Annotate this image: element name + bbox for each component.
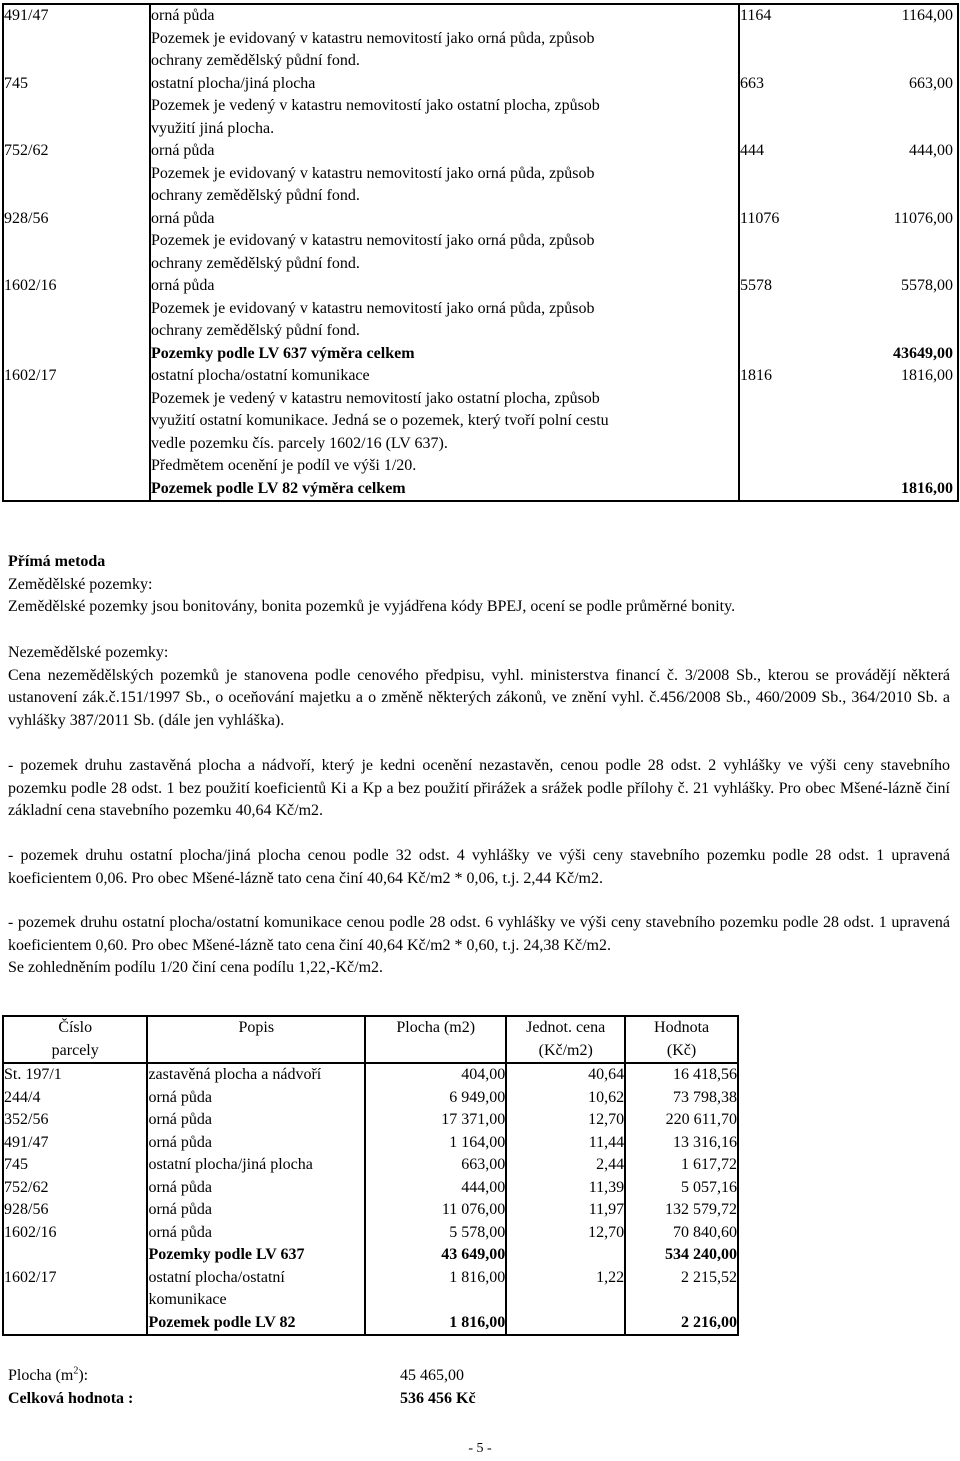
spacer	[740, 28, 957, 51]
header-text: (Kč)	[666, 1041, 697, 1059]
header-price	[506, 1016, 625, 1063]
parcel-value: 13 316,16	[673, 1133, 737, 1151]
agri-text: Zemědělské pozemky jsou bonitovány, bonita pozemků je vyjádřena kódy BPEJ, ocení se podle průměrné bonity.	[8, 598, 736, 615]
spacer	[740, 433, 957, 456]
area-value: 1816	[740, 367, 772, 384]
subtotal-label: Pozemky podle LV 637	[148, 1246, 305, 1263]
area-row	[740, 365, 957, 388]
subtotal-value: 1816,00	[901, 479, 953, 497]
description-line: Pozemek je evidovaný v katastru nemovitostí jako orná půda, způsob	[151, 164, 595, 182]
paragraph-share: Se zohledněním podílu 1/20 činí cena podílu 1,22,-Kč/m2.	[8, 959, 384, 976]
header-text: Jednot. cena	[526, 1019, 606, 1036]
unit-price: 12,70	[588, 1111, 625, 1128]
table-row	[3, 4, 958, 501]
area-value: 11 076,00	[441, 1201, 506, 1218]
unit-price: 10,62	[588, 1088, 625, 1106]
spacer	[4, 163, 149, 186]
parcel-number: 1602/16	[4, 277, 57, 294]
subtotal-value: 534 240,00	[665, 1246, 737, 1263]
area-value: 404,00	[461, 1066, 506, 1083]
spacer	[4, 1312, 146, 1335]
spacer	[740, 230, 957, 253]
header-parcel	[3, 1016, 147, 1063]
header-text: Popis	[238, 1019, 275, 1036]
spacer	[4, 320, 149, 343]
table-header-row	[3, 1016, 738, 1063]
spacer	[4, 230, 149, 253]
area-row	[740, 5, 957, 28]
spacer	[507, 1312, 624, 1335]
land-type: ostatní plocha/ostatní	[148, 1268, 285, 1286]
subtotal-area: 1 816,00	[449, 1313, 506, 1331]
spacer	[366, 1289, 505, 1312]
method-section	[8, 551, 950, 619]
nonagri-title: Nezemědělské pozemky:	[8, 644, 169, 661]
spacer	[4, 388, 149, 411]
subtotal-value: 43649,00	[893, 344, 953, 362]
area-value: 663	[740, 74, 764, 92]
spacer	[4, 478, 149, 501]
spacer	[4, 28, 149, 51]
parcel-number: 491/47	[4, 7, 49, 24]
parcel-value: 132 579,72	[665, 1201, 737, 1218]
description-line: Pozemek je evidovaný v katastru nemovitostí jako orná půda, způsob	[151, 232, 595, 249]
parcel-number: 752/62	[4, 142, 49, 159]
land-type: orná půda	[148, 1178, 212, 1196]
description-line: ochrany zemědělský půdní fond.	[151, 322, 360, 339]
header-text: (Kč/m2)	[538, 1041, 593, 1059]
parcel-number: 745	[4, 1156, 28, 1173]
parcel-value: 70 840,60	[673, 1223, 737, 1241]
area-row	[740, 73, 957, 96]
area-label: Plocha (m	[8, 1367, 74, 1384]
parcel-number: 244/4	[4, 1088, 41, 1106]
land-type: orná půda	[148, 1133, 212, 1151]
total-value: 536 456 Kč	[400, 1389, 476, 1407]
summary	[8, 1365, 608, 1410]
description-line: vedle pozemku čís. parcely 1602/16 (LV 637).	[151, 434, 448, 452]
area-value: 1 164,00	[449, 1133, 506, 1151]
method-paragraph	[8, 755, 950, 823]
parcel-number: 752/62	[4, 1178, 49, 1196]
valuation-table	[2, 1015, 739, 1336]
agri-title: Zemědělské pozemky:	[8, 575, 153, 593]
method-paragraph	[8, 845, 950, 890]
spacer	[740, 455, 957, 478]
land-type: orná půda	[148, 1111, 212, 1128]
parcel-number: 928/56	[4, 1201, 49, 1218]
spacer	[4, 410, 149, 433]
header-text: parcely	[51, 1041, 99, 1059]
unit-price: 2,44	[596, 1156, 625, 1173]
area-value: 1 816,00	[449, 1268, 506, 1286]
land-type: ostatní plocha/jiná plocha	[151, 74, 316, 92]
total-value: 1164,00	[901, 7, 953, 24]
unit-price: 1,22	[596, 1268, 625, 1286]
spacer	[4, 298, 149, 321]
spacer	[740, 320, 957, 343]
header-text: Plocha (m2)	[396, 1019, 476, 1036]
area-row	[740, 275, 957, 298]
unit-price: 40,64	[588, 1066, 625, 1083]
spacer	[4, 50, 149, 73]
spacer	[4, 455, 149, 478]
description-line: Pozemek je evidovaný v katastru nemovitostí jako orná půda, způsob	[151, 299, 595, 317]
value-column	[625, 1063, 738, 1335]
area-row	[740, 140, 957, 163]
description-line: využití jiná plocha.	[151, 119, 275, 137]
method-heading: Přímá metoda	[8, 553, 106, 570]
area-value: 1164	[740, 7, 772, 24]
subtotal-row	[740, 343, 957, 366]
area-label-end: ):	[78, 1367, 89, 1384]
spacer	[507, 1289, 624, 1312]
area-column	[365, 1063, 506, 1335]
parcel-number: 491/47	[4, 1133, 49, 1151]
parcel-number: 1602/17	[4, 1268, 57, 1286]
parcel-number: 928/56	[4, 209, 49, 227]
parcel-value: 16 418,56	[673, 1066, 737, 1083]
land-type: orná půda	[151, 277, 215, 294]
parcel-number: 1602/17	[4, 367, 57, 384]
header-desc	[147, 1016, 365, 1063]
subtotal-value: 2 216,00	[681, 1313, 737, 1331]
land-type: orná půda	[151, 142, 215, 159]
subtotal-row	[740, 478, 957, 501]
description-line: Pozemek je evidovaný v katastru nemovitostí jako orná půda, způsob	[151, 29, 595, 47]
spacer	[4, 253, 149, 276]
method-paragraph	[8, 912, 950, 980]
parcel-number: St. 197/1	[4, 1066, 62, 1083]
spacer	[740, 253, 957, 276]
land-type: zastavěná plocha a nádvoří	[148, 1066, 322, 1083]
parcel-number: 745	[4, 74, 28, 92]
spacer	[740, 410, 957, 433]
table-body	[3, 1063, 738, 1335]
parcel-value: 1 617,72	[681, 1156, 737, 1173]
land-type: orná půda	[151, 7, 215, 24]
description-line: ochrany zemědělský půdní fond.	[151, 187, 360, 204]
description-line: Pozemek je vedený v katastru nemovitostí jako ostatní plocha, způsob	[151, 389, 600, 407]
total-value: 1816,00	[901, 367, 953, 384]
summary-total-row	[8, 1388, 608, 1411]
description-cell	[150, 4, 739, 501]
header-area	[365, 1016, 506, 1063]
total-label: Celková hodnota :	[8, 1389, 134, 1407]
description-line: Předmětem ocenění je podíl ve výši 1/20.	[151, 457, 417, 474]
paragraph-other-area: - pozemek druhu ostatní plocha/jiná plocha cenou podle 32 odst. 4 vyhlášky ve výši ceny stavebního pozemku podle 28 odst. 1 upravená koeficientem 0,06. Pro obec Mšené-lázně tato cena činí 40,64 Kč/m2 * 0,06, t.j. 2,44 Kč/m2.	[8, 847, 950, 887]
paragraph-road: - pozemek druhu ostatní plocha/ostatní komunikace cenou podle 28 odst. 6 vyhlášky ve výši ceny stavebního pozemku podle 28 odst. 1 upravená koeficientem 0,60. Pro obec Mšené-lázně tato cena činí 40,64 Kč/m2 * 0,60, t.j. 24,38 Kč/m2.	[8, 914, 950, 954]
land-type: orná půda	[151, 209, 215, 227]
parcel-value: 5 057,16	[681, 1178, 737, 1196]
spacer	[4, 118, 149, 141]
spacer	[507, 1244, 624, 1267]
parcel-number: 352/56	[4, 1111, 49, 1128]
area-row	[740, 208, 957, 231]
parcel-cell	[3, 4, 150, 501]
area-value: 6 949,00	[449, 1088, 506, 1106]
parcel-value: 73 798,38	[673, 1088, 737, 1106]
subtotal-label: Pozemek podle LV 82	[148, 1313, 296, 1331]
header-value	[625, 1016, 738, 1063]
description-line: využití ostatní komunikace. Jedná se o pozemek, který tvoří polní cestu	[151, 412, 609, 429]
subtotal-label: Pozemek podle LV 82 výměra celkem	[151, 479, 406, 497]
unit-price: 11,97	[588, 1201, 625, 1218]
spacer	[740, 118, 957, 141]
subtotal-label: Pozemky podle LV 637 výměra celkem	[151, 344, 415, 362]
parcel-value: 2 215,52	[681, 1268, 737, 1286]
header-text: Číslo	[58, 1019, 93, 1036]
spacer	[4, 1289, 146, 1312]
land-type: orná půda	[148, 1223, 212, 1241]
page-number: - 5 -	[468, 1441, 492, 1456]
nonagri-text: Cena nezemědělských pozemků je stanovena podle cenového předpisu, vyhl. ministerstva financí č. 3/2008 Sb., kterou se provádějí některá ustanovení zák.č.151/1997 Sb., o oceňování majetku a o změně některých zákonů, ve znění vyhl. č.456/2008 Sb., 460/2009 Sb., 364/2010 Sb. a vyhlášky 387/2011 Sb. (dále jen vyhláška).	[8, 666, 950, 729]
area-value: 444,00	[461, 1178, 506, 1196]
area-sup: 2	[73, 1365, 79, 1377]
spacer	[740, 388, 957, 411]
unit-price: 11,44	[588, 1133, 625, 1151]
area-value: 17 371,00	[441, 1111, 506, 1128]
spacer	[740, 185, 957, 208]
summary-area-row	[8, 1365, 608, 1388]
spacer	[740, 50, 957, 73]
spacer	[740, 163, 957, 186]
spacer	[4, 185, 149, 208]
desc-column	[147, 1063, 365, 1335]
unit-price: 12,70	[588, 1223, 625, 1241]
description-line: ochrany zemědělský půdní fond.	[151, 254, 360, 272]
spacer	[4, 1244, 146, 1267]
land-type: orná půda	[148, 1088, 212, 1106]
paragraph-built-up: - pozemek druhu zastavěná plocha a nádvoří, který je kedni ocenění nezastavěn, cenou podle 28 odst. 2 vyhlášky ve výši ceny stavebního pozemku podle 28 odst. 1 bez použití koeficientů Ki a Kp a bez použití přirážek a srážek podle přílohy č. 21 vyhlášky. Pro obec Mšené-lázně činí základní cena stavebního pozemku 40,64 Kč/m2.	[8, 757, 950, 819]
area-value: 11076	[740, 209, 780, 227]
description-line: ochrany zemědělský půdní fond.	[151, 52, 360, 69]
area-value: 444	[740, 142, 764, 159]
spacer	[626, 1289, 737, 1312]
area-cell	[739, 4, 958, 501]
total-area-value: 45 465,00	[400, 1367, 464, 1384]
area-value: 5 578,00	[449, 1223, 506, 1241]
area-value: 5578	[740, 277, 772, 294]
parcel-number: 1602/16	[4, 1223, 57, 1241]
spacer	[4, 343, 149, 366]
total-value: 5578,00	[901, 277, 953, 294]
subtotal-area: 43 649,00	[441, 1246, 506, 1263]
description-line: Pozemek je vedený v katastru nemovitostí jako ostatní plocha, způsob	[151, 97, 600, 114]
header-text: Hodnota	[654, 1019, 710, 1036]
total-value: 663,00	[909, 74, 953, 92]
spacer	[4, 433, 149, 456]
land-type: ostatní plocha/jiná plocha	[148, 1156, 313, 1173]
parcel-column	[3, 1063, 147, 1335]
total-value: 444,00	[909, 142, 953, 159]
parcel-description-table	[2, 3, 959, 502]
land-type: ostatní plocha/ostatní komunikace	[151, 367, 370, 384]
price-column	[506, 1063, 625, 1335]
spacer	[4, 95, 149, 118]
unit-price: 11,39	[588, 1178, 625, 1196]
nonagri-section	[8, 642, 950, 732]
land-type: orná půda	[148, 1201, 212, 1218]
area-value: 663,00	[461, 1156, 506, 1173]
parcel-value: 220 611,70	[665, 1111, 737, 1128]
spacer	[740, 298, 957, 321]
land-type: komunikace	[148, 1291, 227, 1308]
total-value: 11076,00	[893, 209, 953, 227]
spacer	[740, 95, 957, 118]
